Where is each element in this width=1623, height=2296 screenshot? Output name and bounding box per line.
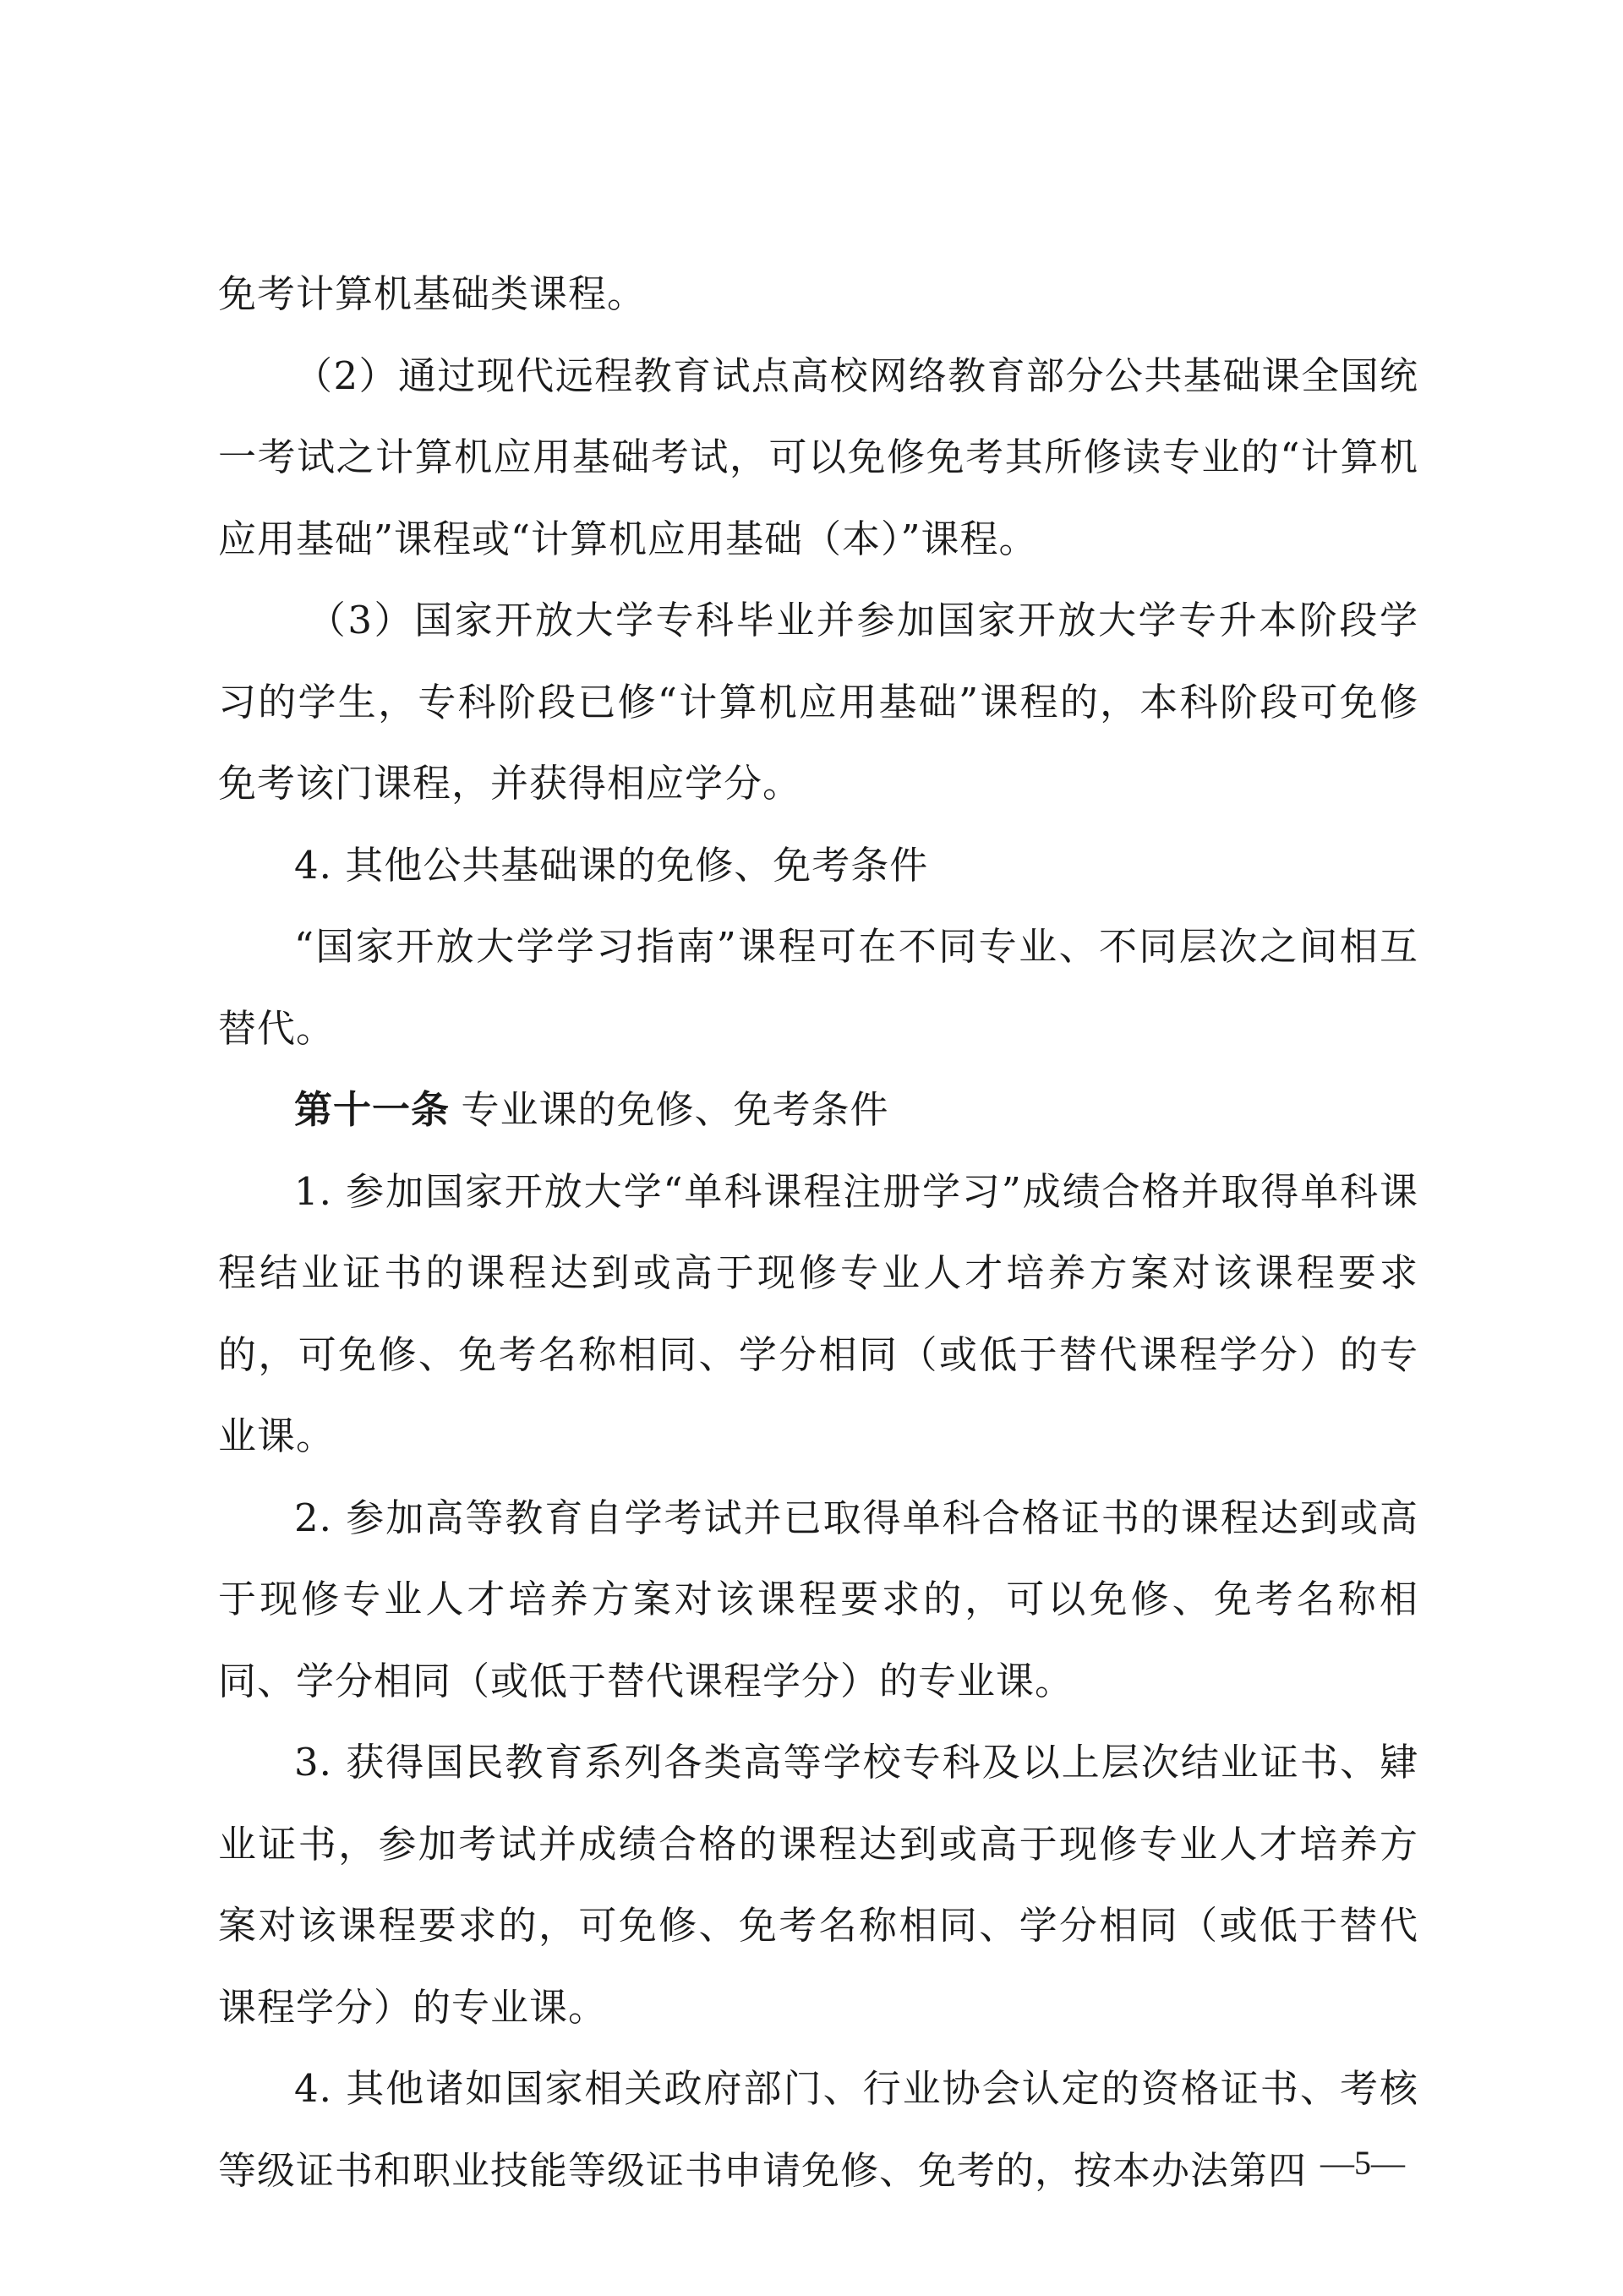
article-number: 第十一条: [294, 1087, 451, 1132]
paragraph-clause-3: 3. 获得国民教育系列各类高等学校专科及以上层次结业证书、肄业证书，参加考试并成绩合格的课程达到或高于现修专业人才培养方案对该课程要求的，可免修、免考名称相同、学分相同（或低于替代课程学分）的专业课。: [218, 1740, 1418, 2030]
paragraph-continuation: 免考计算机基础类课程。: [218, 271, 647, 316]
paragraph-clause-1: 1. 参加国家开放大学“单科课程注册学习”成绩合格并取得单科课程结业证书的课程达到或高于现修专业人才培养方案对该课程要求的，可免修、免考名称相同、学分相同（或低于替代课程学分）的专业课。: [218, 1168, 1418, 1458]
document-body: [218, 254, 1418, 2211]
paragraph-clause-2: 2. 参加高等教育自学考试并已取得单科合格证书的课程达到或高于现修专业人才培养方案对该课程要求的，可以免修、免考名称相同、学分相同（或低于替代课程学分）的专业课。: [218, 1495, 1418, 1703]
article-11: [218, 1069, 1418, 1151]
section-heading-4: 4. 其他公共基础课的免修、免考条件: [294, 842, 929, 888]
paragraph-study-guide: “国家开放大学学习指南”课程可在不同专业、不同层次之间相互替代。: [218, 924, 1418, 1051]
paragraph-item-2: （2）通过现代远程教育试点高校网络教育部分公共基础课全国统一考试之计算机应用基础考试，可以免修免考其所修读专业的“计算机应用基础”课程或“计算机应用基础（本）”课程。: [218, 353, 1418, 561]
page-number: —5—: [1320, 2144, 1405, 2182]
paragraph-clause-4: 4. 其他诸如国家相关政府部门、行业协会认定的资格证书、考核等级证书和职业技能等级证书申请免修、免考的，按本办法第四: [218, 2066, 1418, 2193]
article-title: 专业课的免修、免考条件: [461, 1087, 889, 1132]
paragraph-item-3: （3）国家开放大学专科毕业并参加国家开放大学专升本阶段学习的学生，专科阶段已修“计算机应用基础”课程的，本科阶段可免修免考该门课程，并获得相应学分。: [218, 598, 1418, 806]
